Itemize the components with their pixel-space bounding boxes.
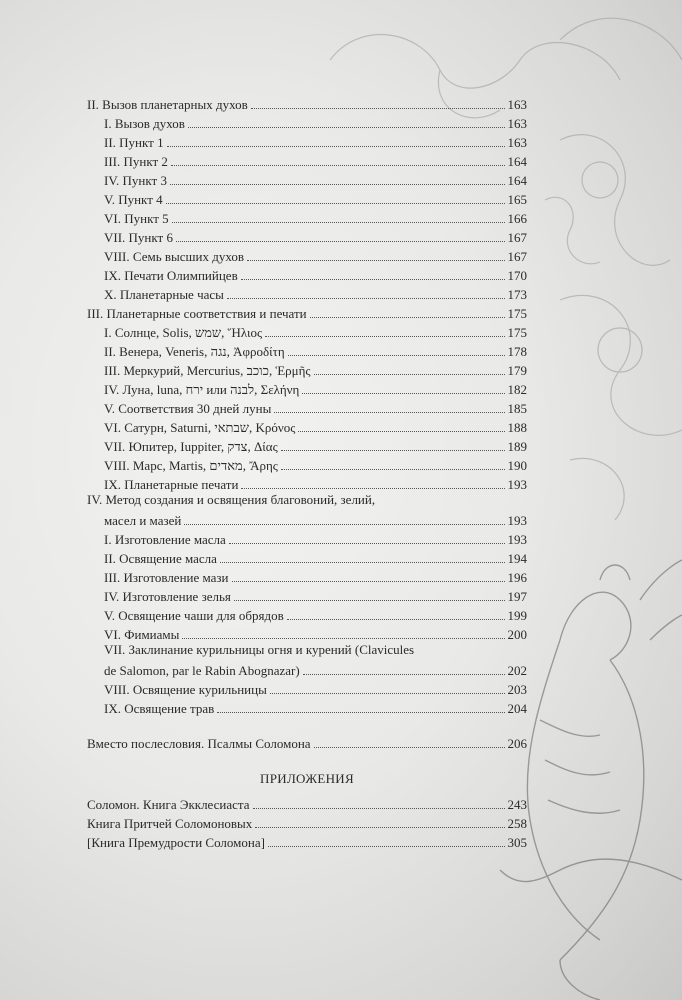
- entry-page: 196: [507, 570, 527, 585]
- entry-title: IX. Печати Олимпийцев: [104, 268, 238, 283]
- toc-entry[interactable]: [104, 475, 527, 493]
- entry-title: III. Планетарные соответствия и печати: [87, 306, 307, 321]
- dot-leader: [251, 108, 505, 109]
- dot-leader: [255, 827, 504, 828]
- dot-leader: [281, 469, 505, 470]
- entry-title: II. Освящение масла: [104, 551, 217, 566]
- entry-page: 166: [507, 211, 527, 226]
- entry-title-line[interactable]: VII. Заклинание курильницы огня и курений (Clavicules: [104, 642, 415, 657]
- entry-page: 179: [507, 363, 527, 378]
- dot-leader: [247, 260, 505, 261]
- toc-entry[interactable]: [104, 661, 527, 679]
- entry-title: VII. Пункт 6: [104, 230, 173, 245]
- entry-title: IV. Пункт 3: [104, 173, 167, 188]
- entry-page: 175: [507, 325, 527, 340]
- dot-leader: [176, 241, 505, 242]
- entry-title: I. Солнце, Solis, שמש, Ἥλιος: [104, 325, 263, 340]
- entry-page: 167: [507, 249, 527, 264]
- entry-title: IX. Планетарные печати: [104, 477, 239, 492]
- dot-leader: [227, 298, 505, 299]
- toc-entry[interactable]: [104, 606, 527, 624]
- entry-title: Соломон. Книга Экклесиаста: [87, 797, 250, 812]
- entry-title: Книга Притчей Соломоновых: [87, 816, 253, 831]
- toc-entry[interactable]: [104, 380, 527, 398]
- toc-entry[interactable]: [104, 247, 527, 265]
- dot-leader: [217, 712, 504, 713]
- toc-entry[interactable]: [104, 568, 527, 586]
- entry-title: III. Меркурий, Mercurius, כוכב, Ἑρμῆς: [104, 363, 311, 378]
- entry-page: 185: [507, 401, 527, 416]
- entry-title: IX. Освящение трав: [104, 701, 215, 716]
- entry-title: VIII. Семь высших духов: [104, 249, 244, 264]
- entry-page: 163: [507, 135, 527, 150]
- dot-leader: [314, 374, 505, 375]
- entry-title: IV. Луна, luna, ירח или לבנה, Σελήνη: [104, 382, 300, 397]
- dot-leader: [265, 336, 504, 337]
- entry-title: V. Освящение чаши для обрядов: [104, 608, 284, 623]
- entry-title: [Книга Премудрости Соломона]: [87, 835, 265, 850]
- dot-leader: [171, 165, 505, 166]
- toc-entry[interactable]: [104, 587, 527, 605]
- dot-leader: [274, 412, 504, 413]
- entry-page: 163: [507, 97, 527, 112]
- dot-leader: [253, 808, 505, 809]
- toc-entry[interactable]: [104, 190, 527, 208]
- dot-leader: [182, 638, 504, 639]
- dot-leader: [302, 393, 504, 394]
- entry-title: III. Пункт 2: [104, 154, 168, 169]
- dot-leader: [184, 524, 504, 525]
- toc-entry[interactable]: [104, 342, 527, 360]
- toc-entry[interactable]: [104, 152, 527, 170]
- entry-title: V. Пункт 4: [104, 192, 163, 207]
- entry-title: VI. Пункт 5: [104, 211, 169, 226]
- dot-leader: [288, 355, 505, 356]
- toc-entry[interactable]: [104, 456, 527, 474]
- entry-page: 163: [507, 116, 527, 131]
- entry-page: 164: [507, 154, 527, 169]
- toc-entry[interactable]: [104, 133, 527, 151]
- entry-page: 193: [507, 532, 527, 547]
- dot-leader: [241, 488, 504, 489]
- toc-entry[interactable]: [87, 814, 527, 832]
- toc-entry[interactable]: [104, 437, 527, 455]
- section-title-line[interactable]: IV. Метод создания и освящения благовоний, зелий,: [87, 492, 376, 507]
- entry-page: 170: [507, 268, 527, 283]
- entry-title: V. Соответствия 30 дней луны: [104, 401, 272, 416]
- entry-title: de Salomon, par le Rabin Abognazar): [104, 663, 300, 678]
- entry-title: VI. Сатурн, Saturni, שבתאי, Κρόνος: [104, 420, 296, 435]
- dot-leader: [229, 543, 505, 544]
- toc-entry[interactable]: [104, 171, 527, 189]
- dot-leader: [303, 674, 505, 675]
- toc-entry[interactable]: [104, 361, 527, 379]
- toc-entry[interactable]: [104, 549, 527, 567]
- entry-title: I. Изготовление масла: [104, 532, 226, 547]
- dot-leader: [220, 562, 505, 563]
- entry-title: III. Изготовление мази: [104, 570, 229, 585]
- toc-entry[interactable]: [104, 418, 527, 436]
- entry-page: 182: [507, 382, 527, 397]
- entry-page: 189: [507, 439, 527, 454]
- dot-leader: [167, 146, 505, 147]
- entry-page: 167: [507, 230, 527, 245]
- toc-entry[interactable]: [104, 399, 527, 417]
- entry-page: 243: [507, 797, 527, 812]
- entry-page: 165: [507, 192, 527, 207]
- entry-title: Вместо послесловия. Псалмы Соломона: [87, 736, 311, 751]
- toc-entry[interactable]: [104, 680, 527, 698]
- entry-title: II. Пункт 1: [104, 135, 164, 150]
- entry-title: II. Венера, Veneris, נגה, Ἀφροδίτη: [104, 344, 285, 359]
- entry-page: 202: [507, 663, 527, 678]
- entry-title: VI. Фимиамы: [104, 627, 180, 642]
- entry-page: 203: [507, 682, 527, 697]
- dot-leader: [170, 184, 505, 185]
- entry-title: масел и мазей: [104, 513, 182, 528]
- entry-title: VIII. Марс, Martis, מאדים, Ἄρης: [104, 458, 278, 473]
- entry-page: 193: [507, 477, 527, 492]
- entry-page: 258: [507, 816, 527, 831]
- toc-entry[interactable]: [104, 625, 527, 643]
- toc-entry[interactable]: [104, 228, 527, 246]
- toc-entry[interactable]: [87, 795, 527, 813]
- toc-entry[interactable]: [104, 114, 527, 132]
- dot-leader: [188, 127, 505, 128]
- entry-page: 193: [507, 513, 527, 528]
- dot-leader: [232, 581, 505, 582]
- entry-title: X. Планетарные часы: [104, 287, 224, 302]
- entry-title: II. Вызов планетарных духов: [87, 97, 248, 112]
- dot-leader: [298, 431, 504, 432]
- dot-leader: [281, 450, 505, 451]
- dot-leader: [241, 279, 505, 280]
- entry-title: IV. Изготовление зелья: [104, 589, 231, 604]
- entry-page: 188: [507, 420, 527, 435]
- toc-entry[interactable]: [104, 511, 527, 529]
- dot-leader: [234, 600, 505, 601]
- entry-page: 197: [507, 589, 527, 604]
- entry-title: I. Вызов духов: [104, 116, 185, 131]
- entry-page: 199: [507, 608, 527, 623]
- toc-entry[interactable]: [87, 734, 527, 752]
- entry-page: 173: [507, 287, 527, 302]
- entry-page: 200: [507, 627, 527, 642]
- toc-entry[interactable]: [104, 209, 527, 227]
- entry-page: 164: [507, 173, 527, 188]
- entry-page: 194: [507, 551, 527, 566]
- dot-leader: [287, 619, 505, 620]
- rooster-creature: [500, 560, 682, 1000]
- dot-leader: [270, 693, 505, 694]
- dot-leader: [310, 317, 505, 318]
- entry-page: 178: [507, 344, 527, 359]
- toc-entry[interactable]: [104, 285, 527, 303]
- toc-entry[interactable]: [87, 833, 527, 851]
- entry-title: VII. Юпитер, Iuppiter, צדק, Δίας: [104, 439, 278, 454]
- toc-entry[interactable]: [104, 530, 527, 548]
- dot-leader: [166, 203, 505, 204]
- entry-page: 305: [507, 835, 527, 850]
- toc-entry[interactable]: [104, 699, 527, 717]
- toc-entry[interactable]: [104, 323, 527, 341]
- entry-page: 190: [507, 458, 527, 473]
- entry-title: VIII. Освящение курильницы: [104, 682, 267, 697]
- dot-leader: [314, 747, 505, 748]
- toc-entry[interactable]: [87, 95, 527, 113]
- dot-leader: [172, 222, 505, 223]
- appendix-heading: ПРИЛОЖЕНИЯ: [260, 771, 354, 786]
- toc-entry[interactable]: [87, 304, 527, 322]
- entry-page: 206: [507, 736, 527, 751]
- dot-leader: [268, 846, 505, 847]
- entry-page: 204: [507, 701, 527, 716]
- toc-entry[interactable]: [104, 266, 527, 284]
- entry-page: 175: [507, 306, 527, 321]
